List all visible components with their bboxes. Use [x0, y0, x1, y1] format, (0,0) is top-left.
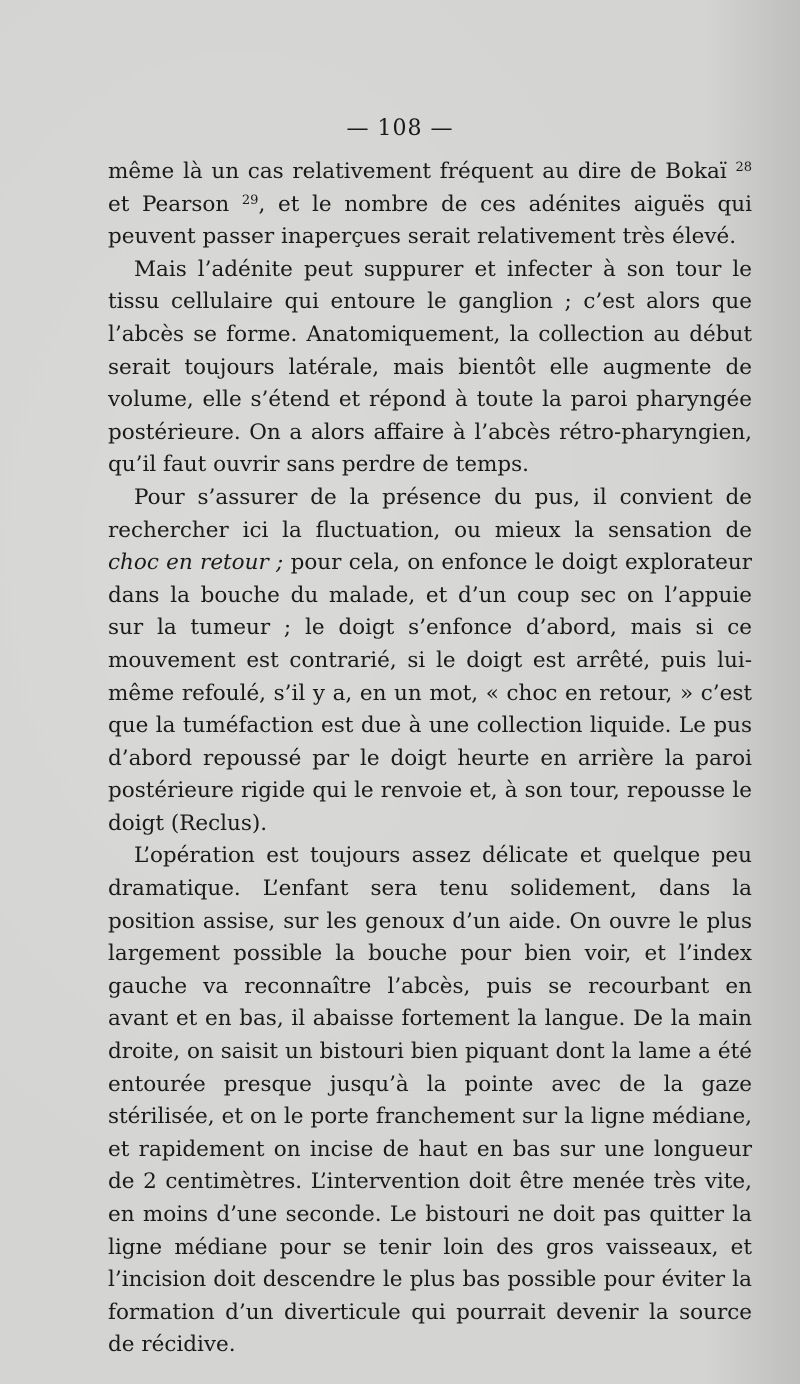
paragraph-1 [108, 156, 752, 254]
paragraph-2 [108, 254, 752, 482]
text-run: , et le nombre de ces adénites aiguës qui peuvent passer inaperçues serait relativement très élevé. [108, 191, 752, 250]
page-number: — 108 — [346, 116, 454, 141]
footnote-ref: 28 [735, 160, 752, 175]
text-run: Mais l’adénite peut suppurer et infecter à son tour le tissu cellulaire qui entoure le ganglion ; c’est alors que l’abcès se forme. Anatomiquement, la collection au début serait toujours latérale, mais bientôt elle augmente de volume, elle s’étend et répond à toute la paroi pharyngée postérieure. On a alors affaire à l’abcès rétro-pharyngien, qu’il faut ouvrir sans perdre de temps. [108, 256, 752, 478]
footnote-ref: 29 [241, 192, 259, 208]
italic-phrase: choc en retour ; [108, 550, 284, 576]
text-run: pour cela, on enfonce le doigt explorateur dans la bouche du malade, et d’un coup sec on l’appuie sur la tumeur ; le doigt s’enfonce d’abord, mais si ce mouvement est contrarié, si le doigt est arrêté, puis lui-même refoulé, s’il y a, en un mot, « choc en retour, » c’est que la tuméfaction est due à une collection liquide. Le pus d’abord repoussé par le doigt heurte en arrière la paroi postérieure rigide qui le renvoie et, à son tour, repousse le doigt (Reclus). [108, 550, 752, 836]
text-run: L’opération est toujours assez délicate et quelque peu dramatique. L’enfant sera tenu solidement, dans la position assise, sur les genoux d’un aide. On ouvre le plus largement possible la bouche pour bien voir, et l’index gauche va reconnaître l’abcès, puis se recourbant en avant et en bas, il abaisse fortement la langue. De la main droite, on saisit un bistouri bien piquant dont la lame a été entourée presque jusqu’à la pointe avec de la gaze stérilisée, et on le porte franchement sur la ligne médiane, et rapidement on incise de haut en bas sur une longueur de 2 centimètres. L’intervention doit être menée très vite, en moins d’une seconde. Le bistouri ne doit pas quitter la ligne médiane pour se tenir loin des gros vaisseaux, et l’incision doit descendre le plus bas possible pour éviter la formation d’un diverticule qui pourrait devenir la source de récidive. [108, 843, 752, 1358]
text-run: Pour s’assurer de la présence du pus, il convient de rechercher ici la fluctuation, ou mieux la sensation de [108, 484, 752, 543]
body-text [108, 156, 752, 1362]
paragraph-3 [108, 482, 752, 841]
text-run: et Pearson [108, 191, 242, 217]
text-run: même là un cas relativement fréquent au dire de Bokaï [108, 159, 736, 184]
paragraph-4 [108, 840, 752, 1362]
